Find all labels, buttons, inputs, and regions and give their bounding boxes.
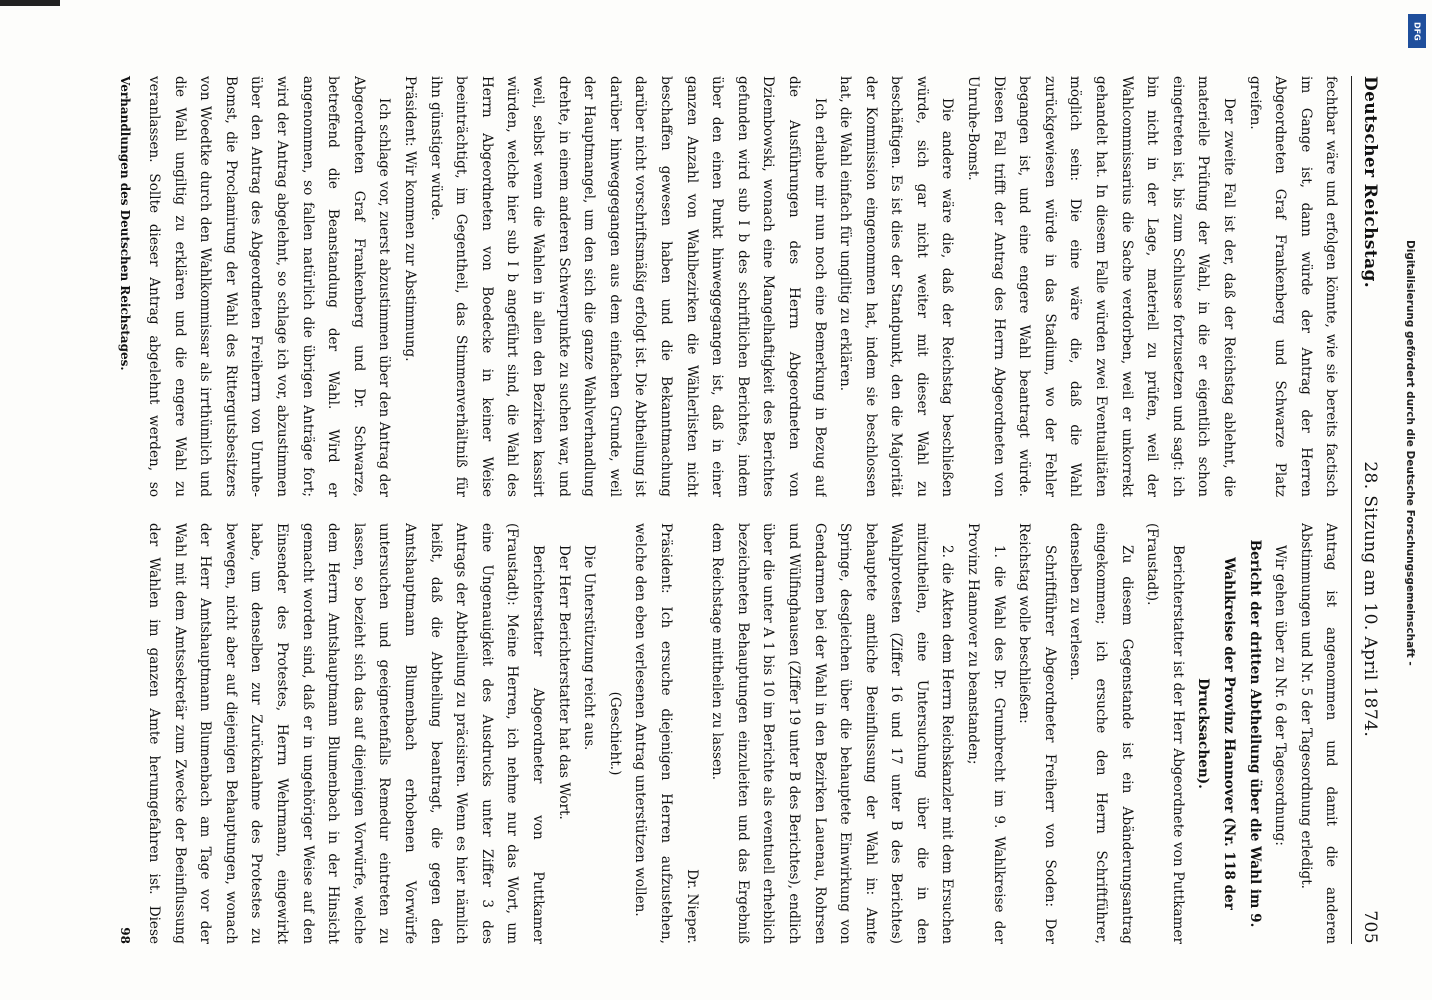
scan-edge-mark bbox=[0, 0, 60, 6]
paragraph: Ich erlaube mir nun noch eine Bemerkung in Bezug auf die Ausführungen des Herrn Abgeordneten von Dziembowski, wonach eine Mangelhaftigkeit des Berichtes gefunden wird sub I b des schriftlichen Berichtes, indem über den einen Punkt hinweggegangen ist, daß in einer ganzen Anzahl von Wahlbezirken die Wählerlisten nicht beschaffen gewesen haben und die Bekanntmachung darüber nicht vorschriftsmäßig erfolgt ist. Die Abtheilung ist darüber hinweggegangen aus dem einfachen Grunde, weil der Hauptmangel, um den sich die ganze Wahlverhandlung drehte, in einem anderen Schwerpunkte zu suchen war, und weil, selbst wenn die Wahlen in allen den Bezirken kassirt würden, welche hier sub I b angeführt sind, die Wahl des Herrn Abgeordneten von Boedecke in keiner Weise beeinträchtigt, im Gegentheil, das Stimmenverhältniß für ihn günstiger würde. bbox=[427, 76, 828, 497]
paragraph: Der zweite Fall ist der, daß der Reichstag ablehnt, die materielle Prüfung der Wahl, in die er eigentlich schon eingetreten ist, bis zum Schlusse fortzusetzen und sagt: ich bin nicht in der Lage, materiell zu prüfen, weil der Wahlcommissarius die Sache verdorben, weil er unkorrekt gehandelt hat. In diesem Falle würden zwei Eventualitäten möglich sein: Die eine wäre die, daß die Wahl zurückgewiesen würde in das Stadium, wo der Fehler begangen ist, und eine engere Wahl beantragt würde. Diesen Fall trifft der Antrag des Herrn Abgeordneten von Unruhe-Bomst. bbox=[965, 76, 1238, 497]
paragraph: Wir gehen über zu Nr. 6 der Tagesordnung: bbox=[1272, 545, 1289, 846]
left-column bbox=[143, 76, 1343, 497]
paragraph: Präsident: Ich ersuche diejenigen Herren aufzustehen, welche den eben verlesenen Antrag unterstützen wollen. bbox=[632, 523, 674, 944]
text-columns bbox=[143, 76, 1343, 944]
digitization-credit: Digitalisierung gefördert durch die Deutsche Forschungsgemeinschaft - bbox=[1404, 240, 1416, 666]
paragraph: Die Unterstützung reicht aus. bbox=[581, 545, 598, 751]
document-page bbox=[82, 50, 1402, 970]
paragraph: Präsident: Wir kommen zur Abstimmung. bbox=[402, 76, 419, 362]
page-number: 705 bbox=[1360, 910, 1380, 944]
paragraph: 1. die Wahl des Dr. Grumbrecht im 9. Wahlkreise der Provinz Hannover zu beanstanden; bbox=[965, 523, 1007, 944]
paragraph: Zu diesem Gegenstande ist ein Abänderungsantrag eingekommen; ich ersuche den Herrn Schriftführer, denselben zu verlesen. bbox=[1067, 523, 1135, 944]
paragraph: 2. die Akten dem Herrn Reichskanzler mit dem Ersuchen mitzutheilen, eine Untersuchung über die in den Wahlprotesten (Ziffer 16 und 17 unter B des Berichtes) behauptete amtliche Beeinflussung der Wahl in: Amte Springe, desgleichen über die behauptete Einwirkung von Gendarmen bei der Wahl in den Bezirken Lauenau, Rohrsen und Wülfinghausen (Ziffer 19 unter B des Berichtes), endlich über die unter A 1 bis 10 im Berichte als eventuell erheblich bezeichneten Behauptungen einzuleiten und das Ergebniß dem Reichstage mittheilen zu lassen. bbox=[709, 523, 956, 944]
paragraph: Der Herr Berichterstatter hat das Wort. bbox=[555, 545, 572, 820]
page-header bbox=[1351, 76, 1382, 944]
page-footer bbox=[112, 76, 138, 944]
paragraph: Schriftführer Abgeordneter Freiherr von Soden: Der Reichstag wolle beschließen: bbox=[1016, 523, 1058, 944]
footer-title: Verhandlungen des Deutschen Reichstages. bbox=[118, 76, 133, 371]
paragraph: Die andere wäre die, daß der Reichstag beschließen würde, sich gar nicht weiter mit dieser Wahl zu beschäftigen. Es ist dies der Standpunkt, den die Majorität der Kommission eingenommen hat, indem sie beschlossen hat, die Wahl einfach für ungiltig zu erklären. bbox=[837, 76, 956, 497]
section-heading: Bericht der dritten Abtheilung über die Wahl im 9. Wahlkreise der Provinz Hannover (Nr. 118 der Drucksachen). bbox=[1195, 539, 1263, 928]
header-session: 28. Sitzung am 10. April 1874. bbox=[1360, 461, 1380, 738]
paragraph: fechtbar wäre und erfolgen könnte, wie sie bereits factisch im Gange ist, dann würde der Antrag der Herren Abgeordneten Graf Frankenberg und Schwarze Platz greifen. bbox=[1246, 76, 1340, 497]
header-title: Deutscher Reichstag. bbox=[1360, 76, 1380, 289]
paragraph: Ich schlage vor, zuerst abzustimmen über den Antrag der Abgeordneten Graf Frankenberg und Dr. Schwarze, betreffend die Beanstandung der Wahl. Wird er angenommen, so fallen natürlich die übrigen Anträge fort; wird der Antrag abgelehnt, so schlage ich vor, abzustimmen über den Antrag des Abgeordneten Freiherrn von Unruhe-Bomst, die Proclamirung der Wahl des Rittergutsbesitzers von Woedtke durch den Wahlkommissar als irrthümlich und die Wahl ungiltig zu erklären und die engere Wahl zu veranlassen. Sollte dieser Antrag abgelehnt werden, so bbox=[146, 76, 393, 497]
dfg-logo: DFG bbox=[1408, 14, 1426, 48]
right-column bbox=[143, 523, 1343, 944]
signature: Dr. Nieper. bbox=[683, 869, 700, 944]
paragraph: (Geschieht.) bbox=[606, 691, 623, 776]
paragraph: Antrag ist angenommen und damit die anderen Abstimmungen und Nr. 5 der Tagesordnung erledigt. bbox=[1297, 523, 1340, 944]
sheet-number: 98 bbox=[118, 927, 133, 944]
paragraph: Berichterstatter Abgeordneter von Puttkamer (Fraustadt): Meine Herren, ich nehme nur das Wort, um eine Ungenauigkeit des Ausdrucks unter Ziffer 3 des Antrags der Abtheilung zu präcisiren. Wenn es hier nämlich heißt, daß die Abtheilung beantragt, die gegen den Amtshauptmann Blumenbach erhobenen Vorwürfe untersuchen und geeignetenfalls Remedur eintreten zu lassen, so bezieht sich das auf diejenigen Vorwürfe, welche dem Herrn Amtshauptmann Blumenbach in der Hinsicht gemacht worden sind, daß er in ungehöriger Weise auf den Einsender des Protestes, Herrn Wehrmann, eingewirkt habe, um denselben zur Zurücknahme des Protestes zu bewegen, nicht aber auf diejenigen Behauptungen, wonach der Herr Amtshauptmann Blumenbach am Tage vor der Wahl mit dem Amtssekretär zum Zwecke der Beeinflussung der Wahlen im ganzen Amte herumgefahren ist. Diese bbox=[146, 523, 546, 944]
paragraph: Berichterstatter ist der Herr Abgeordnete von Puttkamer (Fraustadt). bbox=[1144, 523, 1186, 944]
